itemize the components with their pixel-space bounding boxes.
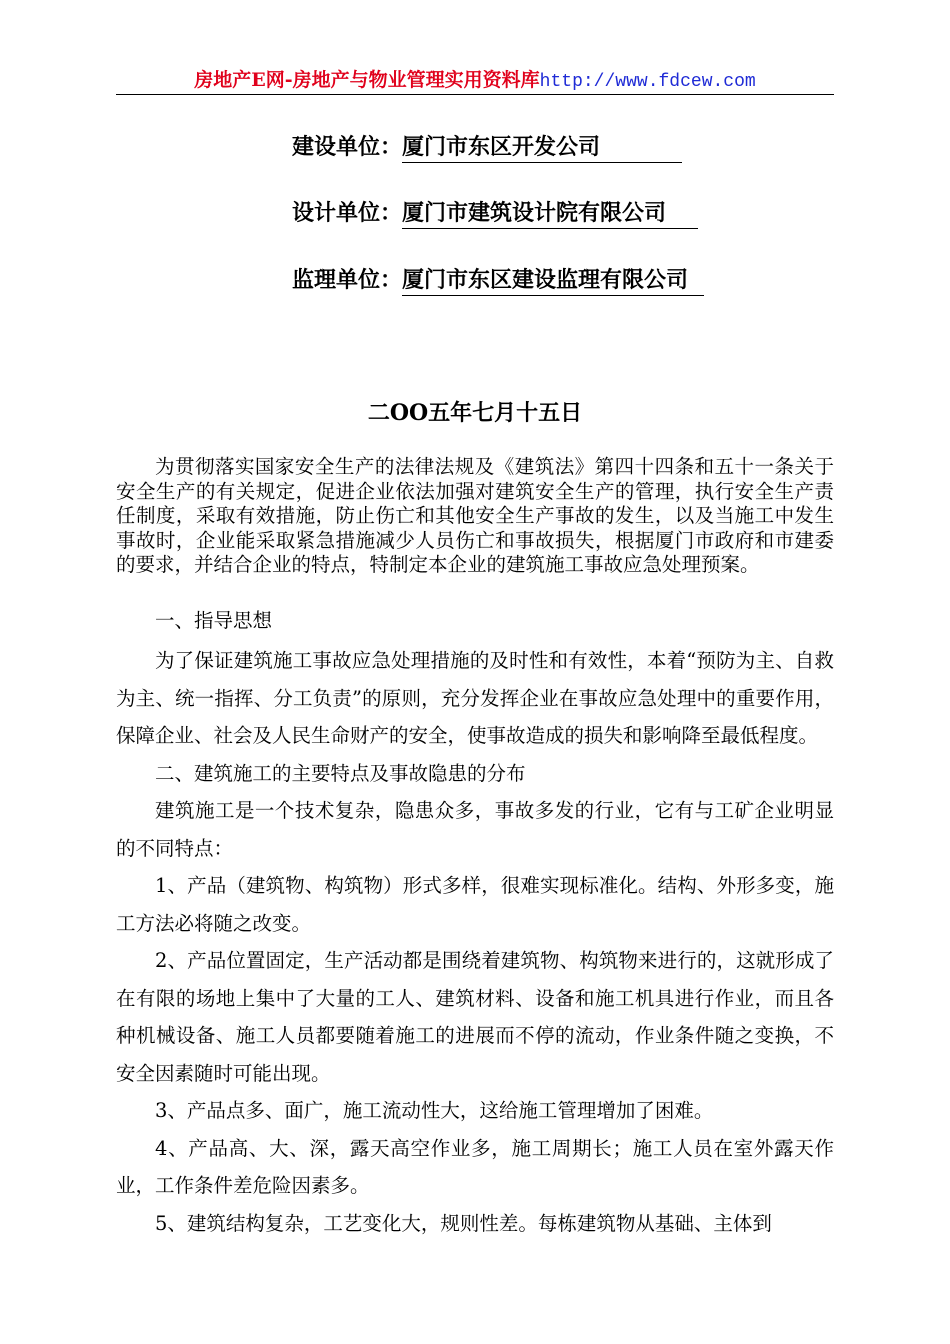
paragraph-point-2: 2、产品位置固定，生产活动都是围绕着建筑物、构筑物来进行的，这就形成了在有限的场地上集中了大量的工人、建筑材料、设备和施工机具进行作业，而且各种机械设备、施工人员都要随着施工的进展而不停的流动，作业条件随之变换，不安全因素随时可能出现。 <box>116 949 834 1085</box>
design-unit-label: 设计单位： <box>292 200 403 226</box>
header-subtitle: 房地产与物业管理实用资料库 <box>292 69 540 91</box>
section-heading-characteristics: 二、建筑施工的主要特点及事故隐患的分布 <box>155 761 526 785</box>
paragraph-characteristics-intro: 建筑施工是一个技术复杂，隐患众多，事故多发的行业，它有与工矿企业明显的不同特点： <box>116 799 834 860</box>
construction-unit-label: 建设单位： <box>292 134 403 160</box>
section-heading-guiding-ideology: 一、指导思想 <box>155 609 273 632</box>
paragraph-point-1: 1、产品（建筑物、构筑物）形式多样，很难实现标准化。结构、外形多变，施工方法必将随之改变。 <box>116 874 834 935</box>
document-date: 二OO五年七月十五日 <box>367 400 583 426</box>
document-body <box>116 604 834 1242</box>
supervision-unit-label: 监理单位： <box>292 267 403 293</box>
supervision-unit-row <box>292 265 704 296</box>
page-header <box>116 66 834 95</box>
header-site-name: 房地产E网 <box>194 69 285 91</box>
paragraph-guiding-ideology: 为了保证建筑施工事故应急处理措施的及时性和有效性，本着“预防为主、自救为主、统一指挥、分工负责”的原则，充分发挥企业在事故应急处理中的重要作用，保障企业、社会及人民生命财产的安全，使事故造成的损失和影响降至最低程度。 <box>116 649 834 747</box>
supervision-unit-value: 厦门市东区建设监理有限公司 <box>402 265 704 296</box>
design-unit-row <box>292 198 698 229</box>
paragraph-point-4: 4、产品高、大、深，露天高空作业多，施工周期长；施工人员在室外露天作业，工作条件差危险因素多。 <box>116 1136 834 1197</box>
paragraph-point-5: 5、建筑结构复杂，工艺变化大，规则性差。每栋建筑物从基础、主体到 <box>155 1211 772 1235</box>
construction-unit-row <box>292 132 682 163</box>
paragraph-point-3: 3、产品点多、面广，施工流动性大，这给施工管理增加了困难。 <box>155 1099 714 1122</box>
intro-paragraph: 为贯彻落实国家安全生产的法律法规及《建筑法》第四十四条和五十一条关于安全生产的有关规定，促进企业依法加强对建筑安全生产的管理，执行安全生产责任制度，采取有效措施，防止伤亡和其他安全生产事故的发生，以及当施工中发生事故时，企业能采取紧急措施减少人员伤亡和事故损失，根据厦门市政府和市建委的要求，并结合企业的特点，特制定本企业的建筑施工事故应急处理预案。 <box>116 455 834 576</box>
design-unit-value: 厦门市建筑设计院有限公司 <box>402 198 698 229</box>
header-url-link[interactable]: http://www.fdcew.com <box>539 72 756 92</box>
header-separator: - <box>284 69 293 91</box>
construction-unit-value: 厦门市东区开发公司 <box>402 132 682 163</box>
